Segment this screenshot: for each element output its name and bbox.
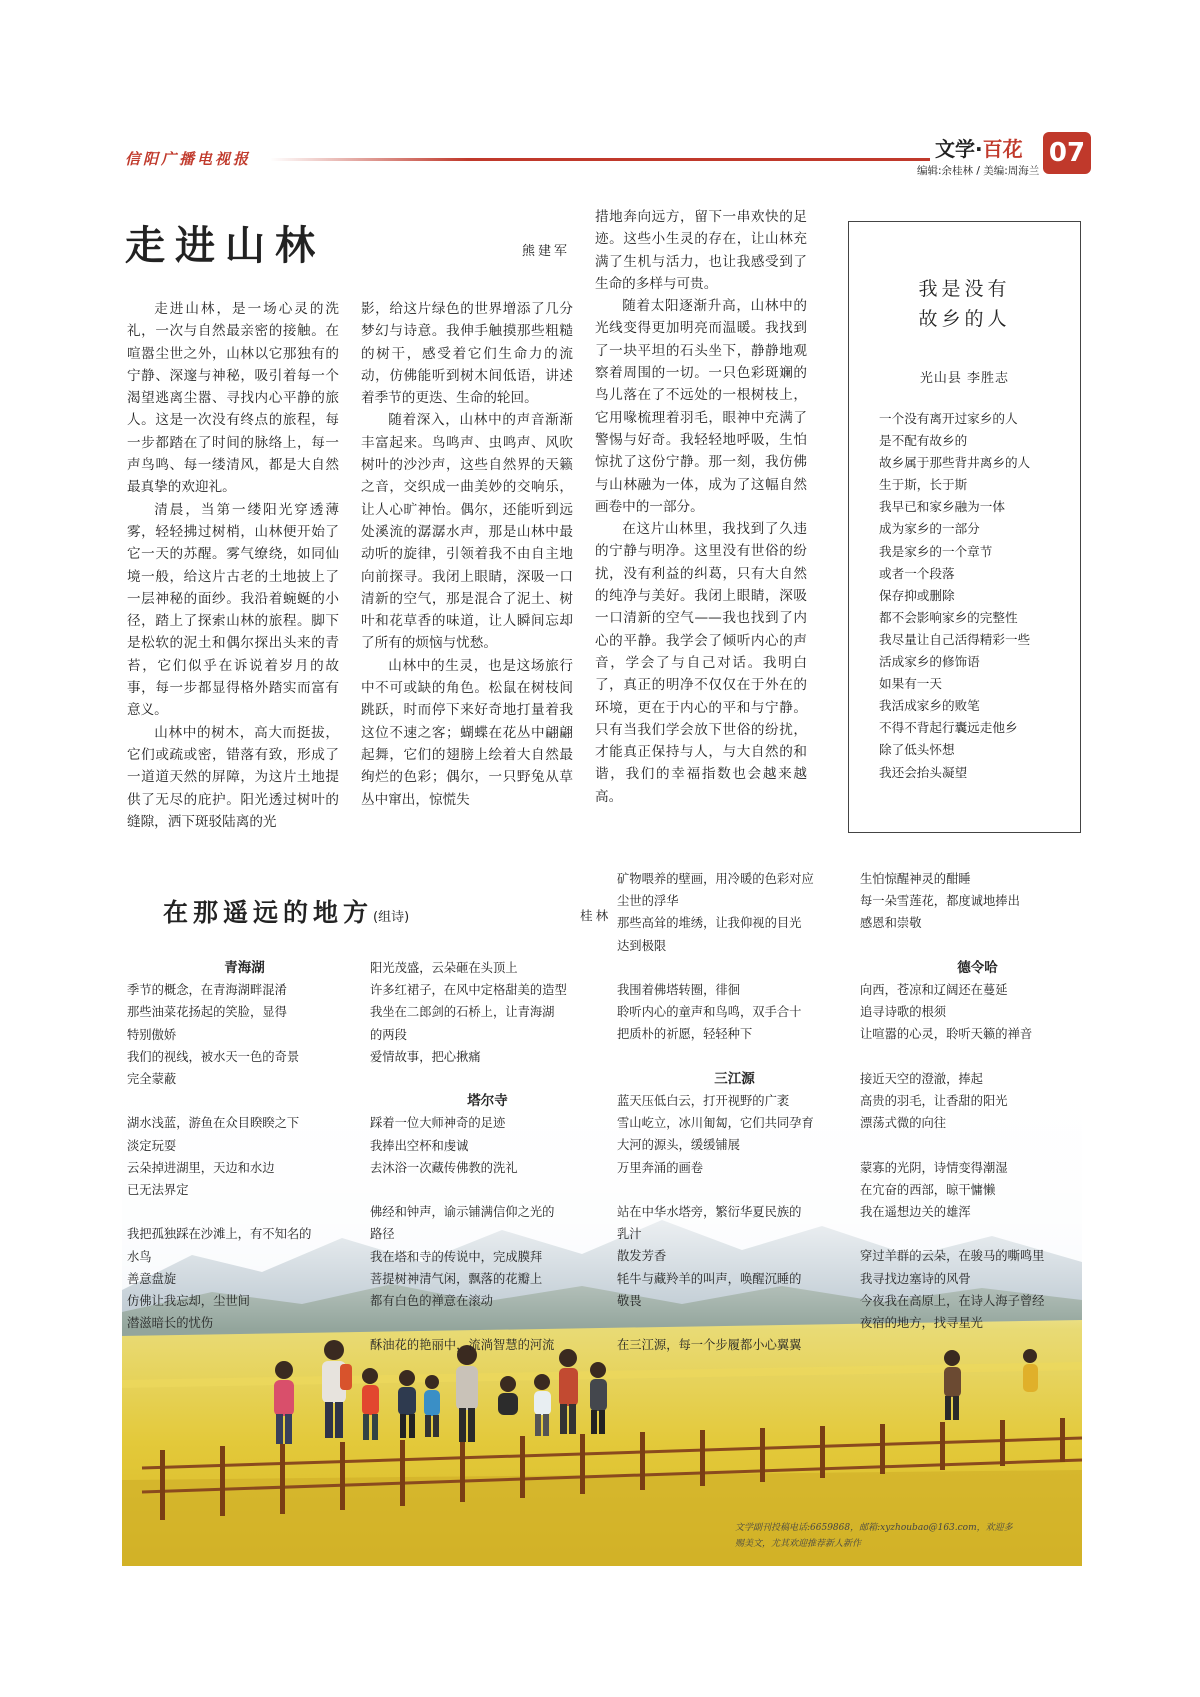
poem-line: 许多红裙子，在风中定格甜美的造型 [370, 983, 567, 998]
poem-line: 淡定玩耍 [127, 1138, 177, 1153]
poem-subtitle: 三江源 [714, 1070, 755, 1087]
poem-line: 一个没有离开过家乡的人 [879, 411, 1018, 426]
contribution-note-line: 赐美文，尤其欢迎推荐新人新作 [735, 1539, 862, 1549]
stanza-break [127, 1090, 362, 1112]
poem-line: 接近天空的澄澈，捧起 [860, 1071, 983, 1086]
poem-column-4 [860, 868, 1095, 1334]
poem-line: 我围着佛塔转圈，徘徊 [617, 983, 740, 997]
paragraph: 走进山林，是一场心灵的洗礼，一次与自然最亲密的接触。在喧嚣尘世之外，山林以它那独有的宁静、深邃与神秘，吸引着每一个渴望逃离尘嚣、寻找内心平静的旅人。这是一次没有终点的旅程，每一步都踏在了时间的脉络上，每一声鸟鸣、每一缕清风，都是大自然最真挚的欢迎礼。 [127, 301, 339, 496]
poem-line: 湖水浅蓝，游鱼在众目睽睽之下 [127, 1116, 300, 1131]
poem-subtitle: 塔尔寺 [467, 1093, 508, 1110]
section-highlight: 百花 [982, 137, 1023, 161]
poem-line: 都不会影响家乡的完整性 [879, 609, 1018, 625]
poem-line: 是不配有故乡的 [879, 433, 968, 449]
poem-title-line: 我是没有 [918, 278, 1011, 300]
poem-line: 我在遥想边关的雄浑 [860, 1205, 971, 1219]
article-column-3 [595, 206, 807, 808]
paragraph: 清晨，当第一缕阳光穿透薄雾，轻轻拂过树梢，山林便开始了它一天的苏醒。雾气缭绕，如同仙境一般，给这片古老的土地披上了一层神秘的面纱。我沿着蜿蜒的小径，踏上了探索山林的旅程。脚下是松软的泥土和偶尔探出头来的青苔，它们似乎在诉说着岁月的故事，每一步都显得格外踏实而富有意义。 [127, 501, 339, 719]
stanza-break [860, 1134, 1095, 1156]
poem-line: 阳光茂盛，云朵砸在头顶上 [370, 961, 518, 975]
poem-line: 站在中华水塔旁，繁衍华夏民族的 [617, 1205, 802, 1219]
poem-line: 水鸟 [127, 1249, 152, 1264]
poem-box [848, 221, 1081, 833]
poem-line: 善意盘旋 [127, 1271, 177, 1286]
poem-line: 在三江源，每一个步履都小心翼翼 [617, 1338, 802, 1353]
poem-line: 万里奔涌的画卷 [617, 1160, 704, 1175]
poem-line: 蓝天压低白云，打开视野的广袤 [617, 1094, 790, 1108]
poem-line: 我捧出空杯和虔诚 [370, 1138, 469, 1153]
poem-line: 高贵的羽毛，让香甜的阳光 [860, 1094, 1008, 1108]
poem-line: 的两段 [370, 1027, 407, 1042]
stanza-break [617, 1179, 852, 1201]
stanza-break [860, 1046, 1095, 1068]
poem-subtitle: 青海湖 [224, 960, 265, 976]
section-name [935, 133, 1023, 162]
poem-line: 乳汁 [617, 1227, 642, 1242]
poem-line: 特别傲娇 [127, 1027, 177, 1042]
poem-column-2 [370, 957, 605, 1357]
poem-line: 达到极限 [617, 938, 667, 953]
poem-group-author: 桂林 [580, 908, 612, 923]
article-column-1 [127, 298, 339, 833]
page-number: 07 [1043, 132, 1091, 174]
poem-line: 仿佛让我忘却，尘世间 [127, 1294, 250, 1309]
stanza-break [127, 1201, 362, 1223]
poem-line: 生于斯，长于斯 [879, 477, 968, 493]
paragraph: 在这片山林里，我找到了久违的宁静与明净。这里没有世俗的纷扰，没有利益的纠葛，只有大自然的纯净与美好。我闭上眼睛，深吸一口清新的空气——我也找到了内心的平静。我学会了倾听内心的声音，学会了与自己对话。我明白了，真正的明净不仅仅在于外在的环境，更在于内心的平和与宁静。只有当我们学会放下世俗的纷扰，才能真正保持与人，与大自然的和谐，我们的幸福指数也会越来越高。 [595, 521, 807, 805]
poem-line: 酥油花的艳丽中，流淌智慧的河流 [370, 1338, 555, 1353]
poem-line: 今夜我在高原上，在诗人海子曾经 [860, 1293, 1045, 1308]
paragraph: 随着深入，山林中的声音渐渐丰富起来。鸟鸣声、虫鸣声、风吹树叶的沙沙声，这些自然界的天籁之音，交织成一曲美妙的交响乐，让人心旷神怡。偶尔，还能听到远处溪流的潺潺水声，那是山林中最动听的旋律，引领着我不由自主地向前探寻。我闭上眼睛，深吸一口清新的空气，那是混合了泥土、树叶和花草香的味道，让人瞬间忘却了所有的烦恼与忧愁。 [361, 412, 573, 652]
stanza-break [370, 1179, 605, 1201]
stanza-break [370, 1068, 605, 1090]
poem-line: 我还会抬头凝望 [879, 764, 968, 780]
editors-credit: 编辑:余桂林 / 美编:周海兰 [917, 165, 1040, 177]
poem-group-title-text: 在那遥远的地方 [163, 898, 374, 927]
poem-line: 云朵掉进湖里，天边和水边 [127, 1160, 275, 1175]
poem-line: 成为家乡的一部分 [879, 521, 980, 537]
poem-line: 不得不背起行囊远走他乡 [879, 720, 1018, 736]
contribution-note [735, 1520, 1075, 1552]
poem-line: 那些高耸的堆绣，让我仰视的目光 [617, 916, 802, 931]
poem-lines [879, 408, 1079, 784]
article-column-2 [361, 298, 573, 811]
poem-line: 我把孤独踩在沙滩上，有不知名的 [127, 1227, 312, 1242]
poem-line: 我早已和家乡融为一体 [879, 499, 1005, 515]
poem-line: 都有白色的禅意在滚动 [370, 1294, 493, 1309]
poem-line: 聆听内心的童声和鸟鸣，双手合十 [617, 1005, 802, 1020]
poem-line: 我坐在二郎剑的石桥上，让青海湖 [370, 1005, 555, 1020]
stanza-break [860, 935, 1095, 957]
poem-line: 完全蒙蔽 [127, 1072, 177, 1087]
poem-line: 向西，苍凉和辽阔还在蔓延 [860, 983, 1008, 997]
paragraph: 山林中的树木，高大而挺拔，它们或疏或密，错落有致，形成了一道道天然的屏障，为这片土地提供了无尽的庇护。阳光透过树叶的缝隙，洒下斑驳陆离的光 [127, 724, 339, 830]
poem-line: 夜宿的地方，找寻星光 [860, 1316, 983, 1330]
poem-line: 菩提树神清气闲，飘落的花瓣上 [370, 1271, 543, 1286]
paragraph-continued: 措地奔向远方，留下一串欢快的足迹。这些小生灵的存在，让山林充满了生机与活力，也让我感受到了生命的多样与可贵。 [595, 209, 807, 292]
poem-group-title-suffix: (组诗) [373, 910, 410, 925]
poem-line: 除了低头怀想 [879, 742, 955, 758]
poem-line: 追寻诗歌的根须 [860, 1005, 947, 1020]
poem-line: 蒙寡的光阴，诗情变得潮湿 [860, 1160, 1008, 1175]
poem-line: 我在塔和寺的传说中，完成膜拜 [370, 1249, 543, 1264]
poem-line: 散发芳香 [617, 1249, 667, 1264]
poem-title [849, 274, 1080, 334]
poem-line: 我寻找边塞诗的风骨 [860, 1271, 971, 1286]
poem-line: 生怕惊醒神灵的酣睡 [860, 872, 971, 886]
poem-line: 我尽量让自己活得精彩一些 [879, 631, 1031, 647]
paragraph: 随着太阳逐渐升高，山林中的光线变得更加明亮而温暖。我找到了一块平坦的石头坐下，静静地观察着周围的一切。一只色彩斑斓的鸟儿落在了不远处的一根树枝上，它用喙梳理着羽毛，眼神中充满了警惕与好奇。我轻轻地呼吸，生怕惊扰了这份宁静。那一刻，我仿佛与山林融为一体，成为了这幅自然画卷中的一部分。 [595, 298, 807, 515]
stanza-break [617, 1046, 852, 1068]
header-rule [270, 158, 930, 161]
poem-line: 矿物喂养的壁画，用冷暖的色彩对应 [617, 872, 814, 886]
paragraph: 山林中的生灵，也是这场旅行中不可或缺的角色。松鼠在树枝间跳跃，时而停下来好奇地打量着我这位不速之客；蝴蝶在花丛中翩翩起舞，它们的翅膀上绘着大自然最绚烂的色彩；偶尔，一只野兔从草丛中窜出，惊慌失 [361, 657, 573, 808]
article-author: 熊建军 [522, 244, 571, 259]
poem-line: 去沐浴一次藏传佛教的洗礼 [370, 1160, 518, 1175]
poem-line: 让喧嚣的心灵，聆听天籁的禅音 [860, 1027, 1033, 1042]
poem-line: 故乡属于那些背井离乡的人 [879, 455, 1031, 471]
paragraph-continued: 影，给这片绿色的世界增添了几分梦幻与诗意。我伸手触摸那些粗糙的树干，感受着它们生命力的流动，仿佛能听到树木间低语，讲述着季节的更迭、生命的轮回。 [361, 301, 573, 407]
poem-line: 那些油菜花扬起的笑脸，显得 [127, 1005, 287, 1020]
poem-line: 保存抑或删除 [879, 587, 955, 603]
section-prefix: 文学· [935, 137, 983, 161]
poem-author: 光山县 李胜志 [919, 371, 1010, 386]
poem-line: 如果有一天 [879, 676, 942, 692]
poem-line: 活成家乡的修饰语 [879, 654, 980, 670]
poem-line: 我们的视线，被水天一色的奇景 [127, 1049, 300, 1064]
poem-line: 感恩和崇敬 [860, 916, 922, 931]
poem-group-title [163, 893, 409, 929]
poem-line: 我活成家乡的败笔 [879, 698, 980, 714]
poem-line: 已无法界定 [127, 1183, 189, 1198]
poem-line: 佛经和钟声，谕示铺满信仰之光的 [370, 1205, 555, 1220]
poem-line: 尘世的浮华 [617, 894, 679, 909]
stanza-break [370, 1312, 605, 1334]
contribution-note-line: 文学副刊投稿电话:6659868，邮箱:xyzhoubao@163.com，欢迎多 [735, 1523, 1013, 1533]
poem-subtitle: 德令哈 [957, 959, 998, 976]
poem-line: 季节的概念，在青海湖畔混淆 [127, 983, 287, 998]
poem-line: 把质朴的祈愿，轻轻种下 [617, 1027, 753, 1042]
stanza-break [860, 1223, 1095, 1245]
poem-line: 穿过羊群的云朵，在骏马的嘶鸣里 [860, 1249, 1045, 1264]
article-title: 走进山林 [125, 223, 325, 269]
poem-line: 牦牛与藏羚羊的叫声，唤醒沉睡的 [617, 1271, 802, 1286]
poem-line: 或者一个段落 [879, 565, 955, 581]
poem-line: 雪山屹立，冰川匍匐，它们共同孕育 [617, 1116, 814, 1131]
poem-line: 敬畏 [617, 1293, 642, 1308]
stanza-break [617, 1312, 852, 1334]
poem-line: 在宂奋的西部，晾干慵懒 [860, 1182, 996, 1197]
poem-line: 潜滋暗长的忧伤 [127, 1316, 214, 1331]
stanza-break [617, 957, 852, 979]
poem-column-1 [127, 957, 362, 1334]
poem-line: 路径 [370, 1227, 395, 1242]
poem-line: 爱情故事，把心揪痛 [370, 1049, 481, 1064]
poem-line: 漂荡式微的向往 [860, 1116, 947, 1131]
poem-line: 大河的源头，缓缓铺展 [617, 1138, 740, 1153]
poem-line: 每一朵雪莲花，都度诚地捧出 [860, 894, 1020, 909]
poem-line: 我是家乡的一个章节 [879, 543, 993, 559]
poem-title-line: 故乡的人 [918, 308, 1011, 330]
poem-column-3 [617, 868, 852, 1356]
newspaper-name: 信阳广播电视报 [125, 150, 252, 168]
poem-line: 踩着一位大师神奇的足迹 [370, 1116, 506, 1131]
